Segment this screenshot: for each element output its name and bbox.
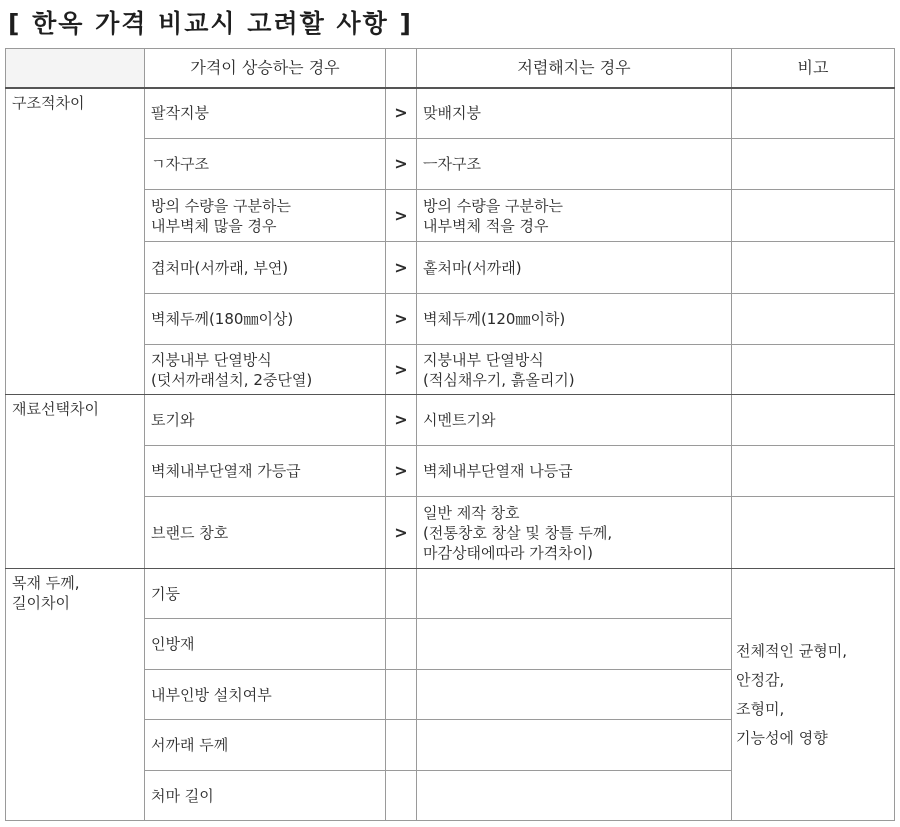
note-cell: [732, 139, 895, 190]
comparison-symbol: >: [386, 395, 417, 446]
table-row: [6, 395, 895, 446]
increase-cell: 벽체내부단열재 가등급: [145, 446, 386, 497]
increase-cell: 서까래 두께: [145, 720, 386, 771]
comparison-symbol: >: [386, 88, 417, 139]
increase-cell: ㄱ자구조: [145, 139, 386, 190]
header-increase: 가격이 상승하는 경우: [145, 49, 386, 88]
note-cell: [732, 446, 895, 497]
header-arrow: [386, 49, 417, 88]
decrease-cell: [417, 670, 732, 720]
comparison-symbol: [386, 670, 417, 720]
comparison-symbol: >: [386, 446, 417, 497]
increase-cell: 겹처마(서까래, 부연): [145, 242, 386, 294]
increase-cell: 벽체두께(180㎜이상): [145, 294, 386, 345]
note-cell: [732, 497, 895, 569]
increase-cell: 팔작지붕: [145, 88, 386, 139]
comparison-symbol: >: [386, 139, 417, 190]
decrease-cell: [417, 569, 732, 619]
increase-cell: 브랜드 창호: [145, 497, 386, 569]
increase-cell: 토기와: [145, 395, 386, 446]
comparison-symbol: [386, 569, 417, 619]
category-structural: 구조적차이: [6, 88, 145, 395]
decrease-cell: 벽체내부단열재 나등급: [417, 446, 732, 497]
note-cell: [732, 242, 895, 294]
comparison-symbol: >: [386, 497, 417, 569]
comparison-symbol: [386, 720, 417, 771]
decrease-cell: 벽체두께(120㎜이하): [417, 294, 732, 345]
comparison-symbol: >: [386, 294, 417, 345]
increase-cell: 기둥: [145, 569, 386, 619]
decrease-cell: 일반 제작 창호 (전통창호 창살 및 창틀 두께, 마감상태에따라 가격차이): [417, 497, 732, 569]
decrease-cell: [417, 771, 732, 821]
decrease-cell: 맞배지붕: [417, 88, 732, 139]
category-timber: 목재 두께, 길이차이: [6, 569, 145, 821]
increase-cell: 인방재: [145, 619, 386, 670]
comparison-symbol: >: [386, 190, 417, 242]
increase-cell: 처마 길이: [145, 771, 386, 821]
decrease-cell: ㅡ자구조: [417, 139, 732, 190]
increase-cell: 내부인방 설치여부: [145, 670, 386, 720]
comparison-symbol: [386, 771, 417, 821]
comparison-symbol: [386, 619, 417, 670]
header-note: 비고: [732, 49, 895, 88]
decrease-cell: 시멘트기와: [417, 395, 732, 446]
header-decrease: 저렴해지는 경우: [417, 49, 732, 88]
increase-cell: 방의 수량을 구분하는 내부벽체 많을 경우: [145, 190, 386, 242]
note-merged-cell: 전체적인 균형미, 안정감, 조형미, 기능성에 영향: [732, 569, 895, 821]
decrease-cell: [417, 619, 732, 670]
table-row: [6, 88, 895, 139]
category-material: 재료선택차이: [6, 395, 145, 569]
document-title: [ 한옥 가격 비교시 고려할 사항 ]: [8, 9, 413, 38]
table-row: [6, 569, 895, 619]
note-cell: [732, 345, 895, 395]
header-corner-cell: [6, 49, 145, 88]
comparison-symbol: >: [386, 345, 417, 395]
price-comparison-table: [5, 48, 895, 821]
comparison-symbol: >: [386, 242, 417, 294]
note-cell: [732, 294, 895, 345]
note-cell: [732, 88, 895, 139]
decrease-cell: 지붕내부 단열방식 (적심채우기, 흙올리기): [417, 345, 732, 395]
table-header-row: [6, 49, 895, 88]
increase-cell: 지붕내부 단열방식 (덧서까래설치, 2중단열): [145, 345, 386, 395]
decrease-cell: 홑처마(서까래): [417, 242, 732, 294]
decrease-cell: 방의 수량을 구분하는 내부벽체 적을 경우: [417, 190, 732, 242]
note-cell: [732, 395, 895, 446]
decrease-cell: [417, 720, 732, 771]
note-cell: [732, 190, 895, 242]
